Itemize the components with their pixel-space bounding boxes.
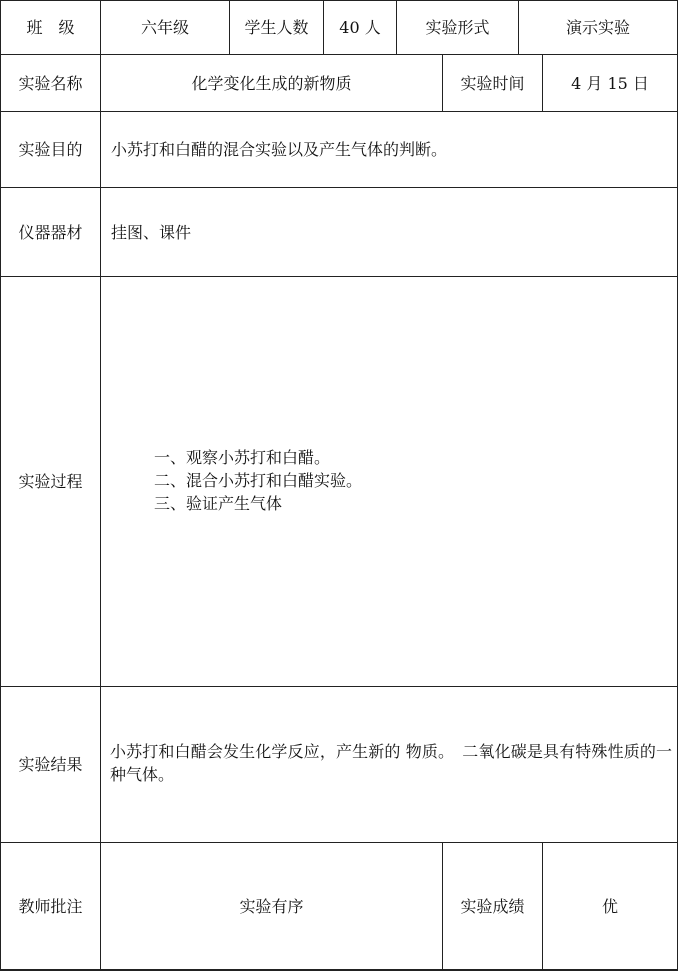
class-label: 班 级 xyxy=(26,18,75,37)
table-border-bottom xyxy=(0,969,678,971)
students-value: 40 人 xyxy=(339,18,381,37)
row-divider xyxy=(0,276,678,277)
purpose-label: 实验目的 xyxy=(18,140,83,159)
result-label: 实验结果 xyxy=(18,755,83,774)
score-value: 优 xyxy=(601,896,618,916)
equipment-value: 挂图、课件 xyxy=(111,222,192,242)
comment-label: 教师批注 xyxy=(18,896,83,916)
equipment-label: 仪器器材 xyxy=(18,222,83,242)
time-value: 4 月 15 日 xyxy=(571,73,649,93)
process-steps xyxy=(154,446,362,515)
time-label: 实验时间 xyxy=(460,73,525,93)
purpose-value: 小苏打和白醋的混合实验以及产生气体的判断。 xyxy=(111,140,448,159)
score-label: 实验成绩 xyxy=(460,896,525,916)
comment-value: 实验有序 xyxy=(239,896,304,916)
form-value: 演示实验 xyxy=(565,18,630,37)
form-label: 实验形式 xyxy=(425,18,490,37)
process-label: 实验过程 xyxy=(18,472,83,491)
process-step: 一、观察小苏打和白醋。 xyxy=(154,448,331,467)
class-value: 六年级 xyxy=(140,18,189,37)
students-label: 学生人数 xyxy=(244,18,309,37)
name-label: 实验名称 xyxy=(18,73,83,93)
process-step: 二、混合小苏打和白醋实验。 xyxy=(154,471,363,490)
result-value: 小苏打和白醋会发生化学反应，产生新的 物质。 二氧化碳是具有特殊性质的一种气体。 xyxy=(110,742,672,784)
row-divider xyxy=(0,686,678,687)
name-value: 化学变化生成的新物质 xyxy=(191,73,352,93)
process-step: 三、验证产生气体 xyxy=(154,494,283,513)
